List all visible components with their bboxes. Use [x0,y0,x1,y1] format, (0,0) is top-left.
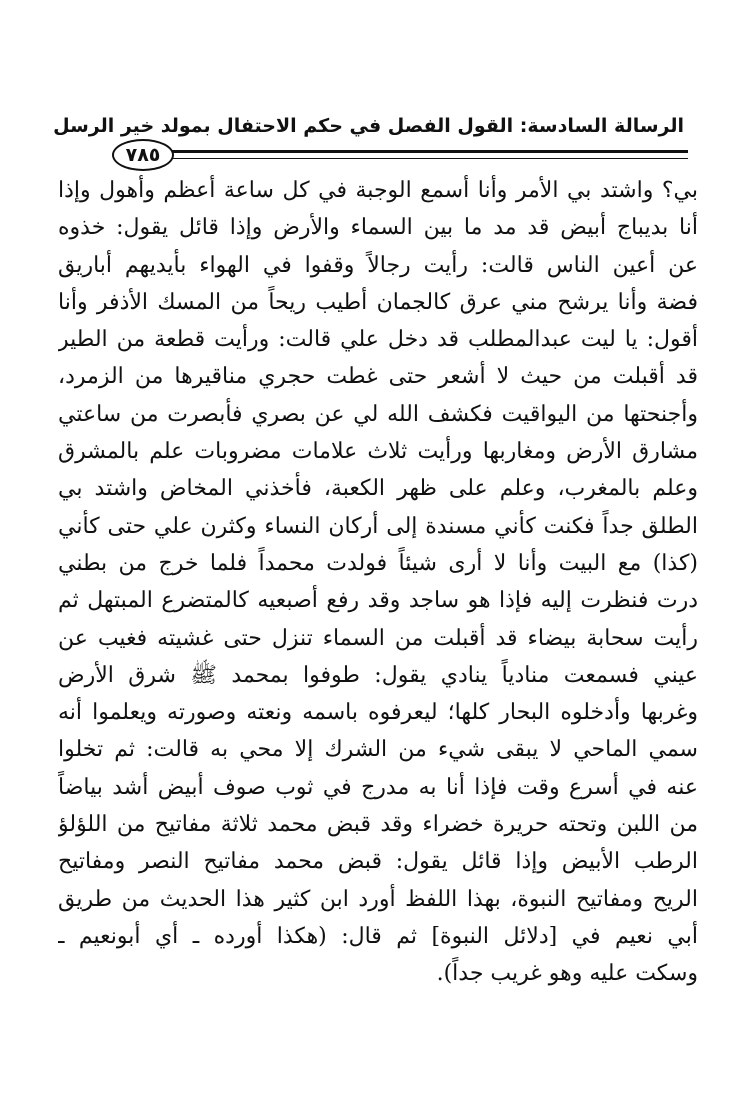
header-rule-thin [168,158,688,159]
text-line: (كذا) مع البيت وأنا لا أرى شيئاً فولدت محمداً فلما خرج من بطني [58,550,698,576]
header-rule-thick [168,150,688,153]
text-line: وعلم بالمغرب، وعلم على ظهر الكعبة، فأخذني المخاض واشتد بي [58,476,698,502]
text-line: قد أقبلت من حيث لا أشعر حتى غطت حجري مناقيرها من الزمرد، [58,364,698,390]
text-line: الرطب الأبيض وإذا قائل يقول: قبض محمد مفاتيح النصر ومفاتيح [58,849,698,875]
text-line: مشارق الأرض ومغاربها ورأيت ثلاث علامات مضروبات علم بالمشرق [58,439,698,465]
body-text [58,172,698,993]
text-line: أقول: يا ليت عبدالمطلب قد دخل علي قالت: ورأيت قطعة من الطير [58,327,698,353]
text-line: عيني فسمعت منادياً ينادي يقول: طوفوا بمحمد ﷺ شرق الأرض [58,662,698,688]
text-line: الطلق جداً فكنت كأني مسندة إلى أركان النساء وكثرن علي حتى كأني [58,513,698,539]
text-line: عن أعين الناس قالت: رأيت رجالاً وقفوا في الهواء بأيديهم أباريق [58,252,698,278]
text-line: عنه في أسرع وقت فإذا أنا به مدرج في ثوب صوف أبيض أشد بياضاً [58,774,698,800]
text-line: من اللبن وتحته حريرة خضراء وقد قبض محمد ثلاثة مفاتيح من اللؤلؤ [58,812,698,838]
text-line: أبي نعيم في [دلائل النبوة] ثم قال: (هكذا أورده ـ أي أبونعيم ـ [58,923,698,949]
text-line: الريح ومفاتيح النبوة، بهذا اللفظ أورد ابن كثير هذا الحديث من طريق [58,886,698,912]
text-line: وأجنحتها من اليواقيت فكشف الله لي عن بصري فأبصرت من ساعتي [58,401,698,427]
page-number-badge: ٧٨٥ [112,139,174,171]
text-line: بي؟ واشتد بي الأمر وأنا أسمع الوجبة في كل ساعة أعظم وأهول وإذا [58,178,698,203]
text-line: سمي الماحي لا يبقى شيء من الشرك إلا محي به قالت: ثم تخلوا [58,737,698,763]
running-header-title: الرسالة السادسة: القول الفصل في حكم الاحتفال بمولد خير الرسل [53,115,684,137]
text-line: رأيت سحابة بيضاء قد أقبلت من السماء تنزل حتى غشيته فغيب عن [58,625,698,651]
text-line: وغربها وأدخلوه البحار كلها؛ ليعرفوه باسمه ونعته وصورته ويعلموا أنه [58,700,698,726]
text-line: درت فنظرت إليه فإذا هو ساجد وقد رفع أصبعيه كالمتضرع المبتهل ثم [58,588,698,614]
text-line: أنا بديباج أبيض قد مد ما بين السماء والأرض وإذا قائل يقول: خذوه [58,215,698,241]
text-line-last: وسكت عليه وهو غريب جداً). [436,961,698,987]
text-line: فضة وأنا يرشح مني عرق كالجمان أطيب ريحاً من المسك الأذفر وأنا [58,289,698,315]
